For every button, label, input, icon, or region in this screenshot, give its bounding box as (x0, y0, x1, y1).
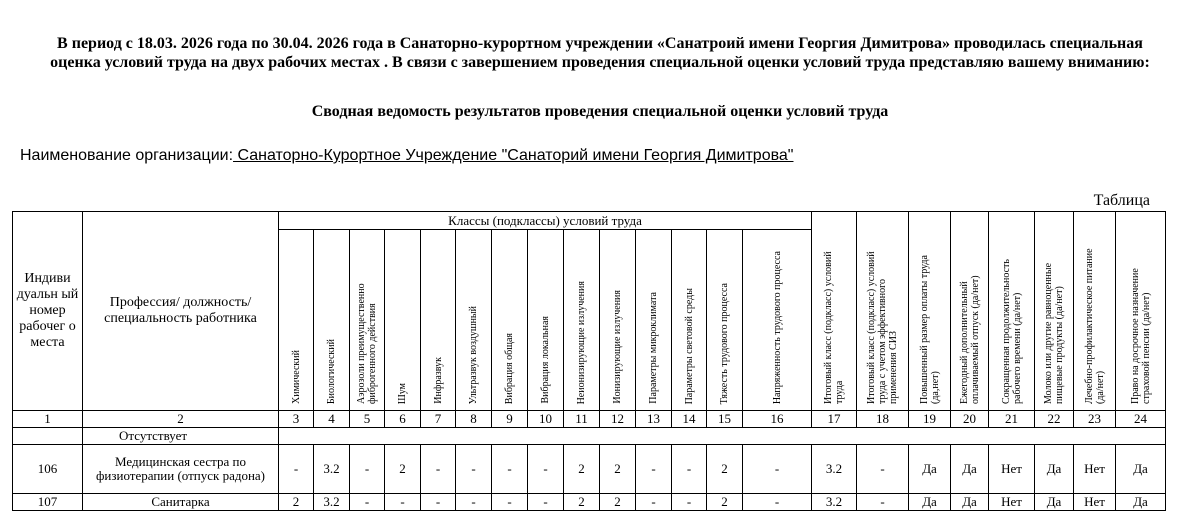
column-number: 18 (857, 411, 909, 428)
row-value-cell: - (421, 445, 456, 494)
organization-label: Наименование организации: (20, 147, 234, 164)
column-header-infrasound: Инфразвук (421, 230, 456, 411)
column-header-final-class-siz: Итоговый класс (подкласс) условий труда с учетом эффективного применения СИЗ (857, 212, 909, 411)
column-header-increased-pay: Повышенный размер оплаты труда (да,нет) (909, 212, 951, 411)
column-header-extra-leave: Ежегодный дополнительный оплачиваемый отпуск (да/нет) (951, 212, 989, 411)
row-value-cell: Да (1116, 494, 1166, 511)
row-value-cell: - (492, 445, 528, 494)
row-value-cell: - (857, 445, 909, 494)
column-number: 21 (989, 411, 1035, 428)
row-value-cell: 2 (279, 494, 314, 511)
organization-name: Санаторно-Курортное Учреждение "Санаторий имени Георгия Димитрова" (233, 147, 794, 164)
row-value-cell: Да (951, 494, 989, 511)
row-value-cell: Нет (1074, 494, 1116, 511)
row-value-cell: - (421, 494, 456, 511)
column-number: 9 (492, 411, 528, 428)
column-number: 3 (279, 411, 314, 428)
column-number: 15 (707, 411, 743, 428)
row-value-cell: 2 (600, 494, 636, 511)
column-number: 24 (1116, 411, 1166, 428)
column-number: 4 (314, 411, 350, 428)
column-header-chemical: Химический (279, 230, 314, 411)
column-number: 17 (812, 411, 857, 428)
row-value-cell: - (672, 494, 707, 511)
column-number: 23 (1074, 411, 1116, 428)
column-number: 8 (456, 411, 492, 428)
row-value-cell: Да (1116, 445, 1166, 494)
row-value-cell: - (743, 445, 812, 494)
column-header-lighting: Параметры световой среды (672, 230, 707, 411)
row-value-cell: - (350, 494, 385, 511)
column-header-final-class: Итоговый класс (подкласс) условий труда (812, 212, 857, 411)
row-value-cell: Да (909, 445, 951, 494)
column-number: 13 (636, 411, 672, 428)
column-header-vibration-local: Вибрация локальная (528, 230, 564, 411)
column-number: 19 (909, 411, 951, 428)
row-profession: Медицинская сестра по физиотерапии (отпуск радона) (83, 445, 279, 494)
row-value-cell: Да (951, 445, 989, 494)
section-label: Отсутствует (83, 428, 279, 445)
row-value-cell: - (456, 445, 492, 494)
row-value-cell: - (743, 494, 812, 511)
column-number: 1 (13, 411, 83, 428)
column-header-aerosols: Аэрозоли преимущественно фиброгенного действия (350, 230, 385, 411)
table-caption: Таблица (1093, 192, 1150, 209)
summary-table (12, 211, 1166, 511)
column-header-therapeutic-food: Лечебно-профилактическое питание (да/нет) (1074, 212, 1116, 411)
column-number: 5 (350, 411, 385, 428)
row-value-cell: 2 (564, 445, 600, 494)
column-number: 7 (421, 411, 456, 428)
column-header-nonionizing: Неионизирующие излучения (564, 230, 600, 411)
column-header-biological: Биологический (314, 230, 350, 411)
column-header-ultrasound: Ультразвук воздушный (456, 230, 492, 411)
row-value-cell: 2 (385, 445, 421, 494)
column-number: 2 (83, 411, 279, 428)
row-value-cell: 2 (707, 445, 743, 494)
row-id: 106 (13, 445, 83, 494)
row-value-cell: - (456, 494, 492, 511)
column-number: 16 (743, 411, 812, 428)
row-value-cell: - (350, 445, 385, 494)
column-number: 6 (385, 411, 421, 428)
row-value-cell: 3.2 (314, 494, 350, 511)
row-value-cell: Да (1035, 494, 1074, 511)
column-number: 10 (528, 411, 564, 428)
row-value-cell: Да (1035, 445, 1074, 494)
column-header-labor-severity: Тяжесть трудового процесса (707, 230, 743, 411)
column-header-reduced-hours: Сокращенная продолжительность рабочего времени (да/нет) (989, 212, 1035, 411)
intro-paragraph: В период с 18.03. 2026 года по 30.04. 2026 года в Санаторно-курортном учреждении «Санатроий имени Георгия Димитрова» проводилась специальная оценка условий труда на двух рабочих местах . В связи с завершением проведения специальной оценки условий труда представляю вашему вниманию: (50, 35, 1150, 71)
row-value-cell: Да (909, 494, 951, 511)
row-value-cell: - (636, 494, 672, 511)
row-value-cell: - (528, 445, 564, 494)
row-value-cell: Нет (989, 494, 1035, 511)
column-group-work-conditions: Классы (подклассы) условий труда (279, 212, 812, 230)
row-value-cell: - (528, 494, 564, 511)
column-header-noise: Шум (385, 230, 421, 411)
column-header-labor-intensity: Напряженность трудового процесса (743, 230, 812, 411)
row-value-cell: 3.2 (314, 445, 350, 494)
row-value-cell: - (857, 494, 909, 511)
column-header-profession: Профессия/ должность/ специальность работника (83, 212, 279, 411)
row-value-cell: Нет (1074, 445, 1116, 494)
row-value-cell: - (636, 445, 672, 494)
row-value-cell: 3.2 (812, 445, 857, 494)
row-value-cell: Нет (989, 445, 1035, 494)
column-number: 20 (951, 411, 989, 428)
row-value-cell: 2 (707, 494, 743, 511)
row-profession: Санитарка (83, 494, 279, 511)
row-value-cell: 3.2 (812, 494, 857, 511)
section-cell-empty (13, 428, 83, 445)
organization-line (20, 147, 793, 165)
row-value-cell: 2 (564, 494, 600, 511)
row-id: 107 (13, 494, 83, 511)
column-number: 11 (564, 411, 600, 428)
row-value-cell: - (492, 494, 528, 511)
column-header-milk: Молоко или другие равноценные пищевые продукты (да/нет) (1035, 212, 1074, 411)
column-header-vibration-general: Вибрация общая (492, 230, 528, 411)
column-header-microclimate: Параметры микроклимата (636, 230, 672, 411)
column-number: 22 (1035, 411, 1074, 428)
column-number: 12 (600, 411, 636, 428)
column-header-ionizing: Ионизирующие излучения (600, 230, 636, 411)
row-value-cell: 2 (600, 445, 636, 494)
row-value-cell: - (279, 445, 314, 494)
row-value-cell: - (385, 494, 421, 511)
column-header-index: Индиви дуальн ый номер рабочег о места (13, 212, 83, 411)
document-title: Сводная ведомость результатов проведения специальной оценки условий труда (311, 103, 889, 120)
column-header-early-pension: Право на досрочное назначение страховой пенсии (да/нет) (1116, 212, 1166, 411)
column-number: 14 (672, 411, 707, 428)
section-cell-empty (279, 428, 1166, 445)
row-value-cell: - (672, 445, 707, 494)
